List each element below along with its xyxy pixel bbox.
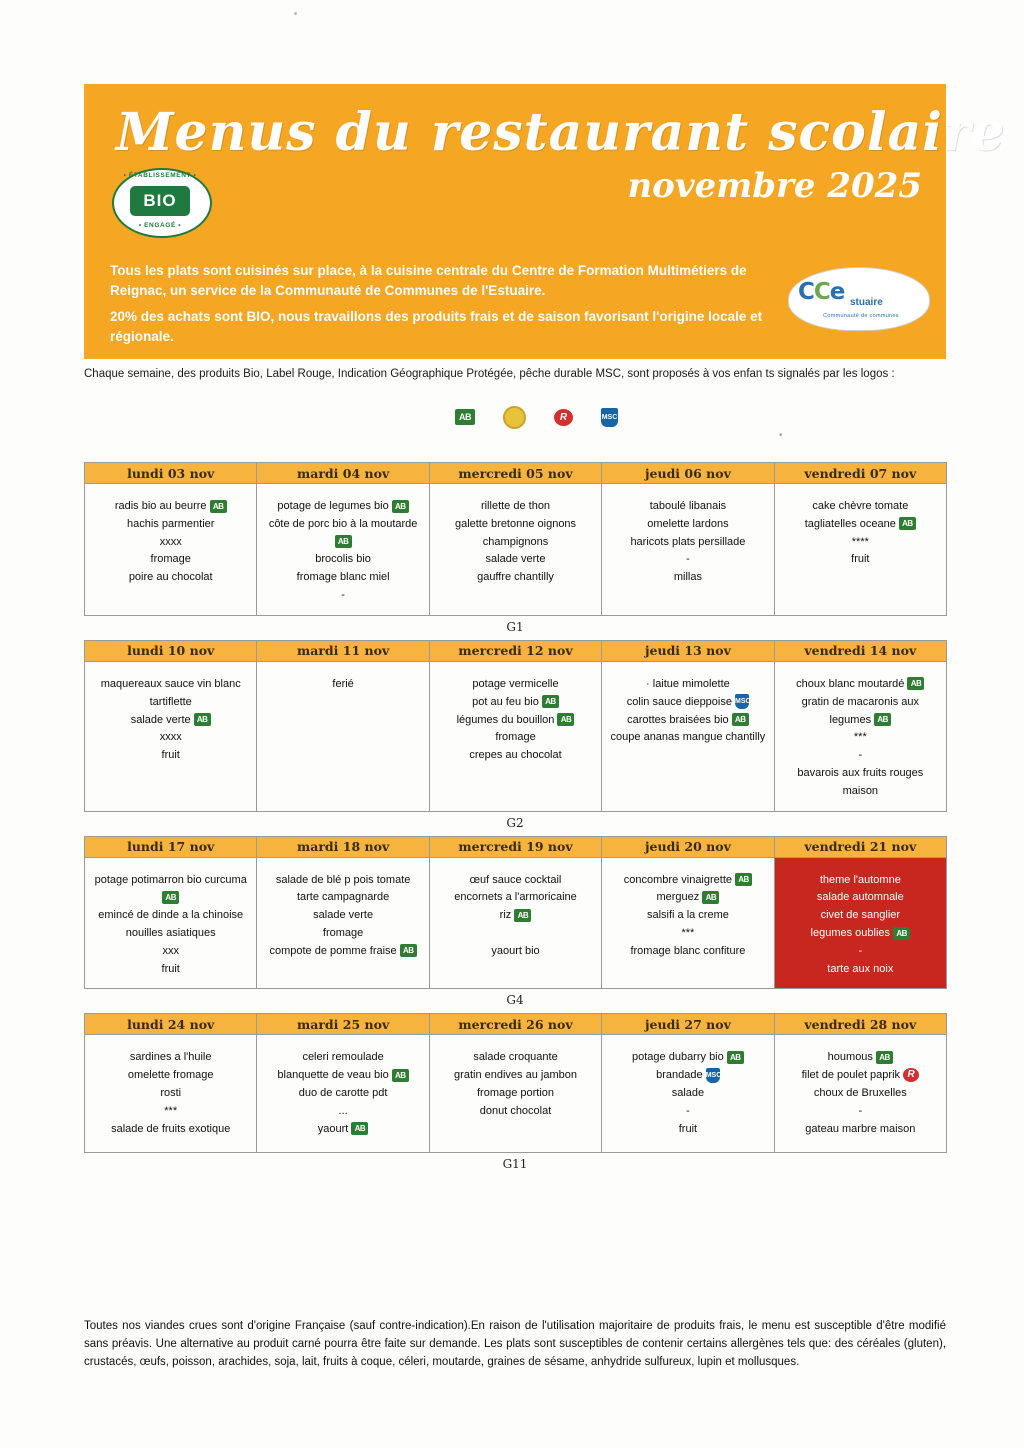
menu-item: crepes au chocolat: [469, 749, 562, 762]
menu-item: fruit: [161, 962, 180, 975]
ab-bio-icon: AB: [335, 535, 352, 548]
day-header-cell: lundi 17 nov: [85, 836, 257, 858]
bio-logo-top-text: • ÉTABLISSEMENT •: [123, 172, 197, 179]
bio-logo-bottom-text: • ENGAGÉ •: [138, 222, 182, 229]
menu-item: ***: [164, 1104, 178, 1117]
day-menu-cell: [85, 662, 257, 812]
ab-bio-icon: AB: [893, 927, 910, 940]
week-code-label: G11: [502, 1157, 528, 1172]
menu-item: donut chocolat: [479, 1104, 552, 1117]
menu-item: salade verte: [485, 553, 546, 566]
menu-item: sardines a l'huile: [129, 1051, 212, 1064]
day-menu-cell: [85, 1035, 257, 1153]
ab-bio-icon: AB: [899, 517, 916, 530]
day-header-cell: vendredi 21 nov: [775, 836, 947, 858]
menu-item: taboulé libanais: [649, 500, 727, 512]
menu-item: carottes braisées bio AB: [608, 712, 767, 730]
menu-item: fromage blanc confiture: [630, 944, 746, 957]
menu-item: millas: [673, 571, 702, 584]
menu-item: compote de pomme fraise AB: [263, 943, 422, 961]
menu-item: -: [686, 1104, 690, 1117]
menu-item: légumes du bouillon AB: [436, 712, 595, 730]
menu-item: duo de carotte pdt: [298, 1087, 388, 1100]
menu-item: fromage: [495, 731, 536, 744]
menu-item: potage de legumes bio AB: [263, 498, 422, 516]
header-banner: [84, 84, 1006, 249]
ab-bio-icon: AB: [194, 713, 211, 726]
msc-icon: MSC: [706, 1068, 720, 1083]
menu-item: filet de poulet paprik R: [781, 1067, 940, 1085]
menu-item: pot au feu bio AB: [436, 694, 595, 712]
label-rouge-icon: R: [554, 409, 573, 426]
day-menu-cell: [430, 662, 602, 812]
day-menu-cell: [257, 1035, 429, 1153]
menu-item: choux blanc moutardé AB: [781, 676, 940, 694]
menu-item: maison: [842, 784, 879, 797]
menu-item: [436, 925, 595, 943]
week-header-row: [84, 462, 947, 484]
day-header-cell: jeudi 20 nov: [602, 836, 774, 858]
day-menu-cell: [257, 662, 429, 812]
menu-item: emincé de dinde a la chinoise: [98, 909, 244, 922]
week-header-row: [84, 836, 947, 858]
ab-bio-icon: AB: [351, 1122, 368, 1135]
menu-item: rillette de thon: [480, 500, 551, 512]
menu-item: riz AB: [436, 907, 595, 925]
ab-bio-icon: AB: [514, 909, 531, 922]
weekly-menu-table: [84, 462, 946, 1177]
menu-item: fruit: [161, 749, 180, 762]
day-menu-cell: [430, 858, 602, 990]
menu-item: gateau marbre maison: [805, 1122, 916, 1135]
day-menu-cell: [775, 484, 947, 616]
menu-item: salade de fruits exotique: [111, 1122, 231, 1135]
allergen-footer-text: Toutes nos viandes crues sont d'origine Française (sauf contre-indication).En raison de l'utilisation majoritaire de produits frais, le menu est susceptible d'être modifié sans préavis. Une alternative au produit carné pourra être faite sur demande. Les plats sont susceptibles de contenir certains allergènes tels que: des céréales (gluten), crustacés, œufs, poisson, arachides, soja, lait, fruits à coque, céleri, moutarde, graines de sésame, anhydride sulfureux, lupin et mollusques.: [84, 1320, 946, 1368]
menu-item: salade: [671, 1087, 705, 1100]
menu-item: salade verte AB: [91, 712, 250, 730]
ab-bio-icon: AB: [727, 1051, 744, 1064]
day-menu-cell: [257, 858, 429, 990]
menu-item: -: [858, 1104, 863, 1117]
day-header-cell: lundi 24 nov: [85, 1013, 257, 1035]
ab-bio-icon: AB: [876, 1051, 893, 1064]
menu-item: -: [686, 553, 690, 566]
menu-item: xxx: [162, 944, 179, 957]
menu-item: fromage: [150, 553, 191, 566]
day-header-cell: mardi 04 nov: [257, 462, 429, 484]
menu-item: fruit: [678, 1122, 698, 1135]
menu-item: xxxx: [159, 535, 182, 548]
menu-item: potage vermicelle: [472, 677, 559, 690]
menu-item: fruit: [851, 553, 870, 566]
day-header-cell: mercredi 26 nov: [430, 1013, 602, 1035]
igp-icon: [503, 406, 526, 429]
day-header-cell: vendredi 28 nov: [775, 1013, 947, 1035]
menu-item: tarte campagnarde: [296, 891, 390, 904]
menu-item: salade de blé p pois tomate: [275, 873, 411, 886]
day-menu-cell: [602, 1035, 774, 1153]
day-header-cell: jeudi 06 nov: [602, 462, 774, 484]
day-header-cell: mercredi 05 nov: [430, 462, 602, 484]
week-body-row: [84, 1035, 947, 1153]
day-header-cell: lundi 03 nov: [85, 462, 257, 484]
ab-bio-icon: AB: [732, 713, 749, 726]
day-menu-cell: [775, 662, 947, 812]
menu-item: fromage portion: [476, 1087, 555, 1100]
quality-labels-note: Chaque semaine, des produits Bio, Label Rouge, Indication Géographique Protégée, pêche durable MSC, sont proposés à vos enfan ts signalés par les logos :: [84, 368, 895, 380]
menu-item: poire au chocolat: [128, 571, 213, 584]
ab-bio-icon: AB: [455, 409, 475, 425]
menu-item: yaourt bio: [491, 944, 540, 957]
menu-item: potage dubarry bio AB: [608, 1049, 767, 1067]
ab-bio-icon: AB: [210, 500, 227, 513]
day-header-cell: jeudi 27 nov: [602, 1013, 774, 1035]
menu-item: civet de sanglier: [820, 909, 901, 922]
ab-bio-icon: AB: [162, 891, 179, 904]
bio-engage-logo: [112, 168, 208, 236]
menu-item: tagliatelles oceane AB: [781, 516, 940, 534]
week-header-row: [84, 640, 947, 662]
menu-item: tarte aux noix: [827, 962, 894, 975]
menu-item: merguez AB: [608, 889, 767, 907]
menu-item: salsifi a la creme: [646, 909, 729, 922]
label-rouge-icon: R: [903, 1068, 919, 1082]
day-header-cell: vendredi 07 nov: [775, 462, 947, 484]
menu-item: · laitue mimolette: [646, 677, 730, 690]
day-menu-cell: [85, 484, 257, 616]
day-menu-cell: [775, 858, 947, 990]
menu-item: radis bio au beurre AB: [91, 498, 250, 516]
menu-month: novembre 2025: [627, 166, 922, 206]
info-block: [84, 249, 946, 359]
menu-item: gratin endives au jambon: [454, 1069, 577, 1082]
ab-bio-icon: AB: [557, 713, 574, 726]
menu-item: -: [858, 944, 863, 957]
menu-item: œuf sauce cocktail: [469, 873, 562, 886]
menu-item: colin sauce dieppoise MSC: [626, 695, 751, 708]
ab-bio-icon: AB: [392, 1069, 409, 1082]
week-header-row: [84, 1013, 947, 1035]
ab-bio-icon: AB: [392, 500, 409, 513]
msc-icon: MSC: [735, 694, 749, 709]
scan-artifact-mark: •: [779, 430, 783, 441]
menu-item: gratin de macaronis aux: [801, 695, 920, 708]
menu-item: hachis parmentier: [126, 517, 215, 530]
bio-logo-center-text: BIO: [130, 186, 190, 216]
menu-item: fromage blanc miel: [296, 571, 390, 584]
week-block: [84, 462, 946, 640]
day-header-cell: mardi 25 nov: [257, 1013, 429, 1035]
day-menu-cell: [602, 858, 774, 990]
day-menu-cell: [85, 858, 257, 990]
week-body-row: [84, 662, 947, 812]
week-block: [84, 836, 946, 1014]
day-menu-cell: [257, 484, 429, 616]
menu-item: choux de Bruxelles: [813, 1087, 907, 1100]
menu-item: theme l'automne: [819, 873, 901, 886]
day-menu-cell: [602, 484, 774, 616]
menu-item: salade croquante: [473, 1051, 558, 1064]
menu-item: ...: [338, 1104, 348, 1117]
menu-item: gauffre chantilly: [477, 571, 554, 584]
week-block: [84, 640, 946, 836]
menu-item: legumes AB: [781, 712, 940, 730]
week-code-label: G2: [506, 815, 524, 830]
menu-item: maquereaux sauce vin blanc: [100, 677, 241, 690]
menu-item: brandade MSC: [656, 1069, 722, 1082]
cce-logo-subtext: stuaire: [850, 297, 883, 308]
week-body-row: [84, 858, 947, 990]
menu-item: brocolis bio: [315, 553, 371, 566]
cce-logo-caption: Communauté de communes: [823, 313, 899, 319]
ab-bio-icon: AB: [400, 944, 417, 957]
day-menu-cell: [430, 1035, 602, 1153]
day-header-cell: mercredi 12 nov: [430, 640, 602, 662]
menu-item: cake chèvre tomate: [812, 500, 909, 512]
menu-item: haricots plats persillade: [630, 535, 746, 548]
menu-item: coupe ananas mangue chantilly: [610, 731, 766, 744]
menu-item: blanquette de veau bio AB: [263, 1067, 422, 1085]
menu-item: xxxx: [159, 731, 182, 744]
menu-item: fromage: [322, 927, 364, 939]
menu-item: -: [858, 749, 863, 762]
info-paragraph-2: 20% des achats sont BIO, nous travaillons des produits frais et de saison favorisant l'origine locale et régionale.: [110, 309, 763, 344]
scan-artifact-dot: [294, 12, 297, 15]
ab-bio-icon: AB: [907, 677, 924, 690]
menu-item: celeri remoulade: [302, 1051, 384, 1064]
menu-item: encornets a l'armoricaine: [454, 891, 577, 904]
info-paragraph-1: Tous les plats sont cuisinés sur place, à la cuisine centrale du Centre de Formation Multimétiers de Reignac, un service de la Communauté de Communes de l'Estuaire.: [110, 263, 747, 298]
menu-item: ferié: [332, 677, 354, 690]
menu-item: salade verte: [313, 909, 374, 922]
menu-item: salade automnale: [816, 891, 904, 904]
menu-item: rosti: [160, 1087, 182, 1100]
day-header-cell: mardi 18 nov: [257, 836, 429, 858]
day-header-cell: mercredi 19 nov: [430, 836, 602, 858]
menu-item: champignons: [482, 535, 549, 548]
menu-item: omelette fromage: [127, 1069, 214, 1082]
ab-bio-icon: AB: [542, 695, 559, 708]
menu-item: omelette lardons: [647, 517, 729, 530]
ab-bio-icon: AB: [874, 713, 891, 726]
msc-icon: MSC: [601, 408, 618, 427]
day-menu-cell: [602, 662, 774, 812]
day-menu-cell: [775, 1035, 947, 1153]
quality-logo-row: [455, 402, 655, 432]
day-header-cell: jeudi 13 nov: [602, 640, 774, 662]
page-title: Menus du restaurant scolaire: [116, 102, 1006, 163]
menu-item: ****: [851, 535, 869, 548]
menu-item: tartiflette: [149, 695, 192, 708]
menu-item: bavarois aux fruits rouges: [797, 766, 924, 779]
week-body-row: [84, 484, 947, 616]
menu-item: yaourt AB: [263, 1121, 422, 1139]
menu-item: ***: [853, 731, 867, 744]
menu-item: ***: [681, 927, 695, 939]
cce-estuaire-logo: [788, 267, 928, 343]
day-header-cell: lundi 10 nov: [85, 640, 257, 662]
menu-item: galette bretonne oignons: [454, 517, 577, 530]
week-code-label: G1: [506, 619, 524, 634]
day-header-cell: mardi 11 nov: [257, 640, 429, 662]
menu-item: nouilles asiatiques: [125, 927, 216, 939]
day-menu-cell: [430, 484, 602, 616]
menu-item: concombre vinaigrette AB: [608, 872, 767, 890]
menu-item: potage potimarron bio curcuma AB: [94, 873, 247, 902]
menu-item: legumes oublies AB: [781, 925, 940, 943]
cce-logo-text: CCe: [798, 279, 845, 305]
day-header-cell: vendredi 14 nov: [775, 640, 947, 662]
week-block: [84, 1013, 946, 1177]
menu-item: côte de porc bio à la moutarde AB: [268, 517, 418, 547]
week-code-label: G4: [506, 993, 524, 1008]
menu-item: -: [341, 589, 345, 602]
menu-item: houmous AB: [781, 1049, 940, 1067]
ab-bio-icon: AB: [702, 891, 719, 904]
ab-bio-icon: AB: [735, 873, 752, 886]
